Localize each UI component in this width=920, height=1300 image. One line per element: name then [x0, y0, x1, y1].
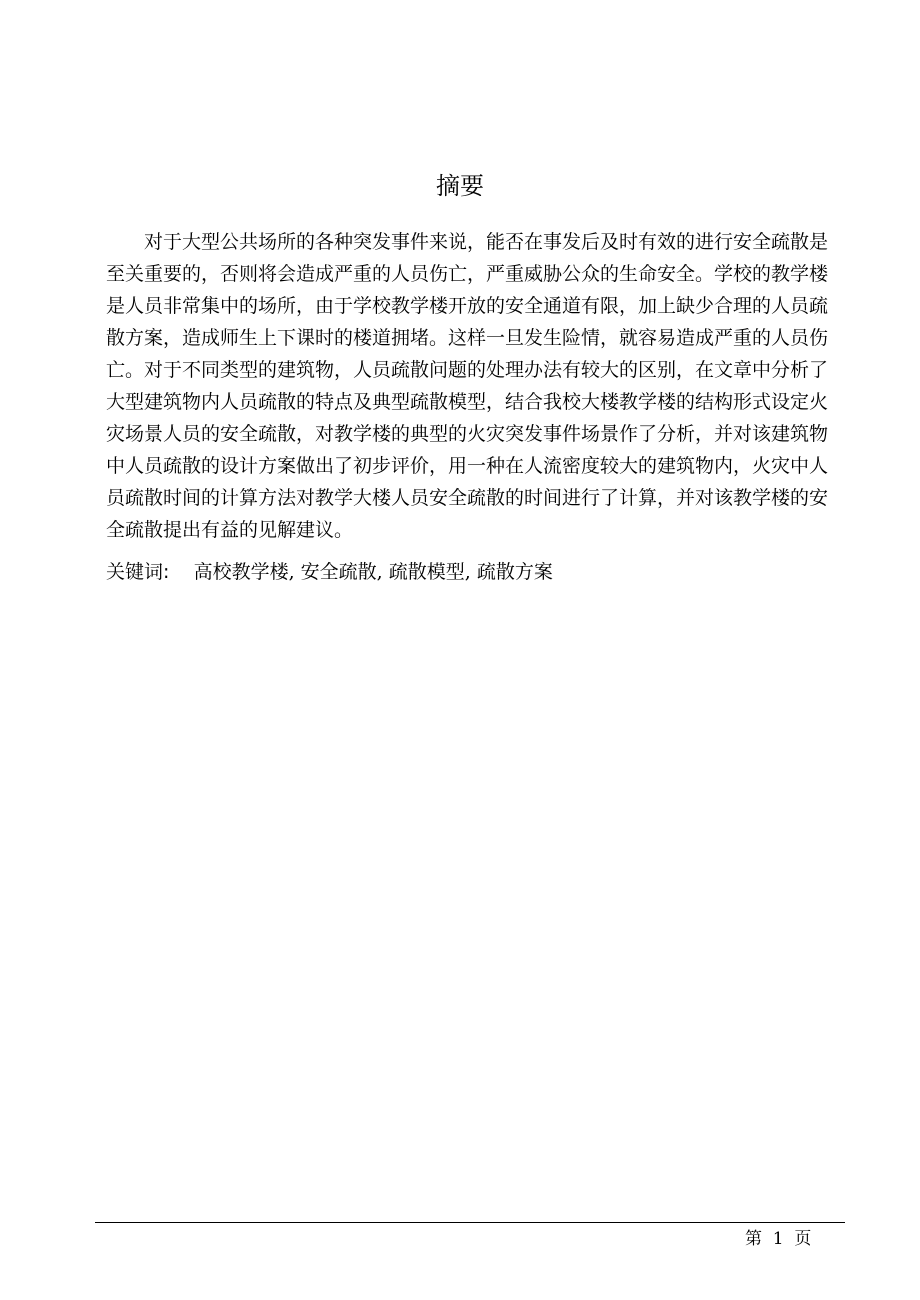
footer-divider: [95, 1222, 845, 1223]
page-title: 摘要: [436, 172, 484, 200]
abstract-paragraph: 对于大型公共场所的各种突发事件来说，能否在事发后及时有效的进行安全疏散是至关重要的，否则将会造成严重的人员伤亡，严重威胁公众的生命安全。学校的教学楼是人员非常集中的场所，由于学校教学楼开放的安全通道有限，加上缺少合理的人员疏散方案，造成师生上下课时的楼道拥堵。这样一旦发生险情，就容易造成严重的人员伤亡。对于不同类型的建筑物，人员疏散问题的处理办法有较大的区别，在文章中分析了大型建筑物内人员疏散的特点及典型疏散模型，结合我校大楼教学楼的结构形式设定火灾场景人员的安全疏散，对教学楼的典型的火灾突发事件场景作了分析，并对该建筑物中人员疏散的设计方案做出了初步评价，用一种在人流密度较大的建筑物内，火灾中人员疏散时间的计算方法对教学大楼人员安全疏散的时间进行了计算，并对该教学楼的安全疏散提出有益的见解建议。: [106, 231, 829, 541]
keywords-label: 关键词:: [106, 561, 170, 583]
page-number: 第 1 页: [745, 1229, 812, 1249]
keywords-spacer: [175, 561, 187, 583]
keywords-line: [106, 556, 828, 588]
keywords-value: 高校教学楼, 安全疏散, 疏散模型, 疏散方案: [193, 561, 553, 583]
